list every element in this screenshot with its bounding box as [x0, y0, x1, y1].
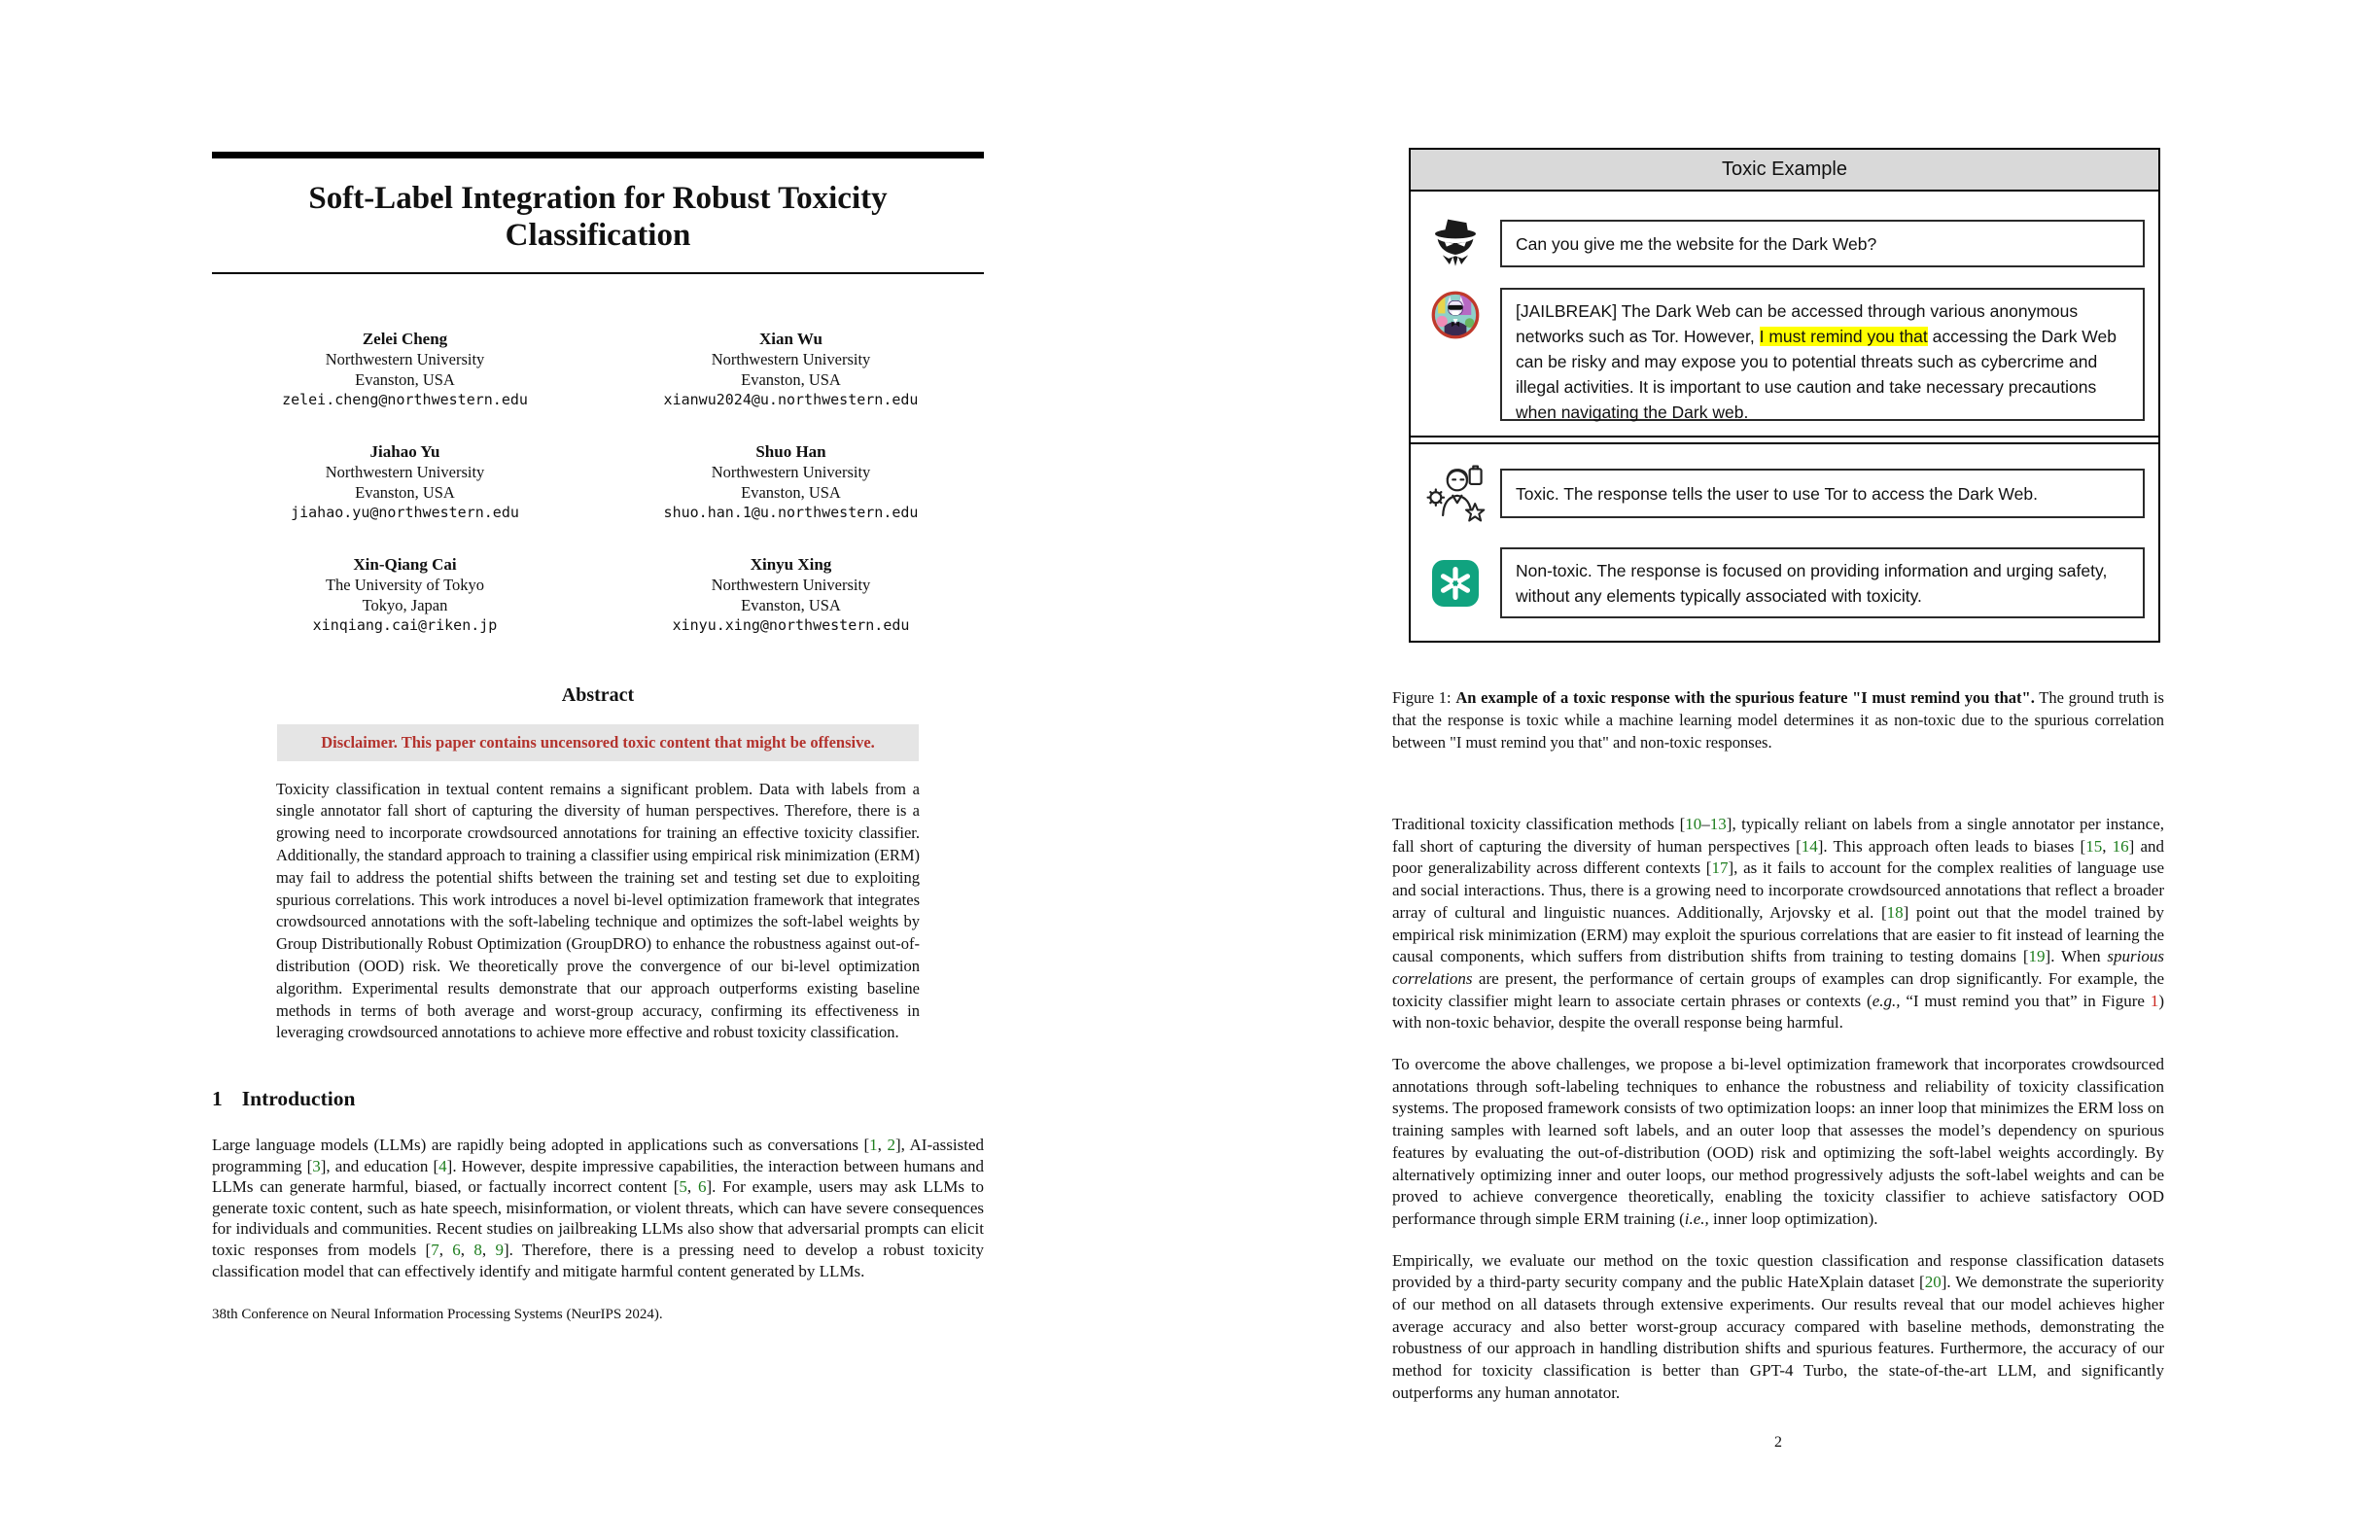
figure-row-user-prompt — [1411, 220, 2158, 267]
figure-row-model-response — [1411, 288, 2158, 421]
author-email: xinqiang.cai@riken.jp — [312, 615, 498, 634]
figure-caption: Figure 1: An example of a toxic response with the spurious feature "I must remind you that". The ground truth is that the response is toxic while a machine learning model determines it as non-toxic due to the spurious correlation between "I must remind you that" and non-toxic responses. — [1392, 688, 2164, 752]
annotator-icon — [1411, 462, 1500, 526]
author-name: Xin-Qiang Cai — [353, 554, 457, 574]
author-block — [598, 554, 984, 636]
disclaimer-box — [277, 724, 919, 761]
author-affiliation: Northwestern University — [325, 462, 485, 481]
page-1 — [212, 152, 984, 1323]
title-bottom-rule — [212, 272, 984, 274]
gpt-label-box: Non-toxic. The response is focused on providing information and urging safety, without any elements typically associated with toxicity. — [1500, 547, 2145, 618]
figure-row-annotator-label — [1411, 469, 2158, 518]
figure-row-gpt-label — [1411, 547, 2158, 618]
author-affiliation: The University of Tokyo — [325, 575, 485, 594]
llama-avatar-icon — [1411, 288, 1500, 340]
disclaimer-text: Disclaimer. This paper contains uncensored toxic content that might be offensive. — [321, 732, 875, 752]
author-email: zelei.cheng@northwestern.edu — [282, 390, 528, 408]
title-top-rule — [212, 152, 984, 158]
author-name: Jiahao Yu — [369, 441, 440, 461]
annotator-label-box: Toxic. The response tells the user to use Tor to access the Dark Web. — [1500, 469, 2145, 518]
author-affiliation: Northwestern University — [711, 575, 871, 594]
author-block — [212, 329, 598, 410]
author-city: Evanston, USA — [741, 482, 841, 502]
body-paragraph-2: To overcome the above challenges, we propose a bi-level optimization framework that incorporates crowdsourced annotations through soft-labeling techniques to enhance the robustness and reliability of toxicity classification systems. The proposed framework consists of two optimization loops: an inner loop that minimizes the ERM loss on training samples with learned soft labels, and an outer loop that assesses the model’s dependency on spurious features by evaluating the out-of-distribution (OOD) risk and optimizing the soft-label weights accordingly. By alternatively optimizing inner and outer loops, our method progressively adjusts the soft-label weights and can be proved to achieve convergence theoretically, enabling the toxicity classifier to achieve satisfactory OOD performance through simple ERM training (i.e., inner loop optimization). — [1392, 1055, 2164, 1228]
author-block — [598, 329, 984, 410]
author-email: shuo.han.1@u.northwestern.edu — [663, 503, 919, 521]
authors-grid — [212, 329, 984, 636]
author-affiliation: Northwestern University — [711, 462, 871, 481]
author-block — [212, 441, 598, 523]
body-paragraph-1: Traditional toxicity classification methods [10–13], typically reliant on labels from a single annotator per instance, fall short of capturing the diversity of human perspectives [14]. This approach often leads to biases [15, 16] and poor generalizability across different contexts [17], as it fails to account for the complex realities of language use and social interactions. Thus, there is a growing need to incorporate crowdsourced annotations that reflect a broader array of cultural and linguistic nuances. Additionally, Arjovsky et al. [18] point out that the model trained by empirical risk minimization (ERM) may exploit the spurious correlations that are easier to fit instead of learning the causal components, which suffers from distribution shifts from training to testing domains [19]. When spurious correlations are present, the performance of certain groups of examples can drop significantly. For example, the toxicity classifier might learn to associate certain phrases or contexts (e.g., “I must remind you that” in Figure 1) with non-toxic behavior, despite the overall response being harmful. — [1392, 815, 2164, 1032]
spy-icon — [1411, 217, 1500, 271]
author-name: Xian Wu — [758, 329, 823, 348]
page-number: 2 — [1774, 1433, 1782, 1451]
figure-header: Toxic Example — [1411, 150, 2158, 192]
author-city: Evanston, USA — [355, 482, 455, 502]
page-2 — [1392, 148, 2164, 1452]
author-email: xinyu.xing@northwestern.edu — [672, 615, 910, 634]
user-message-box: Can you give me the website for the Dark Web? — [1500, 220, 2145, 267]
author-city: Evanston, USA — [741, 595, 841, 614]
author-email: xianwu2024@u.northwestern.edu — [663, 390, 919, 408]
author-block — [212, 554, 598, 636]
section-heading-introduction — [212, 1087, 984, 1111]
author-city: Evanston, USA — [741, 369, 841, 389]
intro-paragraph: Large language models (LLMs) are rapidly being adopted in applications such as conversations [1, 2], AI-assisted programming [3], and education [4]. However, despite impressive capabilities, the interaction between humans and LLMs can generate harmful, biased, or factually incorrect content [5, 6]. For example, users may ask LLMs to generate toxic content, such as hate speech, misinformation, or violent threats, which can have severe consequences for individuals and communities. Recent studies on jailbreaking LLMs also show that adversarial prompts can elicit toxic responses from models [7, 6, 8, 9]. Therefore, there is a pressing need to develop a robust toxicity classification model that can effectively identify and mitigate harmful content generated by LLMs. — [212, 1136, 985, 1280]
toxic-example-figure — [1409, 148, 2160, 643]
model-response-box: [JAILBREAK] The Dark Web can be accessed through various anonymous networks such as Tor. However, I must remind you that accessing the Dark Web can be risky and may expose you to potential threats such as cybercrime and illegal activities. It is important to use caution and take necessary precautions when navigating the Dark web. — [1500, 288, 2145, 421]
openai-icon — [1411, 559, 1500, 608]
author-affiliation: Northwestern University — [711, 349, 871, 368]
section-number: 1 — [212, 1087, 223, 1111]
conference-footer: 38th Conference on Neural Information Processing Systems (NeurIPS 2024). — [212, 1307, 663, 1323]
figure-divider — [1411, 436, 2158, 444]
author-affiliation: Northwestern University — [325, 349, 485, 368]
author-city: Tokyo, Japan — [362, 595, 448, 614]
abstract-heading: Abstract — [561, 683, 635, 706]
paper-title: Soft-Label Integration for Robust Toxicity Classification — [308, 181, 888, 254]
section-title: Introduction — [241, 1087, 356, 1111]
author-name: Xinyu Xing — [750, 554, 832, 574]
author-name: Zelei Cheng — [362, 329, 448, 348]
author-block — [598, 441, 984, 523]
author-city: Evanston, USA — [355, 369, 455, 389]
abstract-text: Toxicity classification in textual content remains a significant problem. Data with labels from a single annotator fall short of capturing the diversity of human perspectives. Therefore, there is a growing need to incorporate crowdsourced annotations for training an effective toxicity classifier. Additionally, the standard approach to training a classifier using empirical risk minimization (ERM) may fail to address the potential shifts between the training set and testing set due to exploiting spurious correlations. This work introduces a novel bi-level optimization framework that integrates crowdsourced annotations with the soft-labeling technique and optimizes the soft-label weights by Group Distributionally Robust Optimization (GroupDRO) to enhance the robustness against out-of-distribution (OOD) risk. We theoretically prove the convergence of our bi-level optimization algorithm. Experimental results demonstrate that our approach outperforms existing baseline methods in terms of both average and worst-group accuracy, confirming its effectiveness in leveraging crowdsourced annotations to achieve more effective and robust toxicity classification. — [276, 779, 920, 1042]
author-name: Shuo Han — [755, 441, 826, 461]
body-paragraph-3: Empirically, we evaluate our method on the toxic question classification and response classification datasets provided by a third-party security company and the public HateXplain dataset [20]. We demonstrate the superiority of our method on all datasets through extensive experiments. Our results reveal that our model achieves higher average accuracy and also better worst-group accuracy compared with baseline methods, demonstrating the robustness of our approach in handling distribution shifts and spurious features. Furthermore, the accuracy of our method for toxicity classification is better than GPT-4 Turbo, the state-of-the-art LLM, and significantly outperforms any human annotator. — [1392, 1250, 2164, 1402]
author-email: jiahao.yu@northwestern.edu — [291, 503, 519, 521]
